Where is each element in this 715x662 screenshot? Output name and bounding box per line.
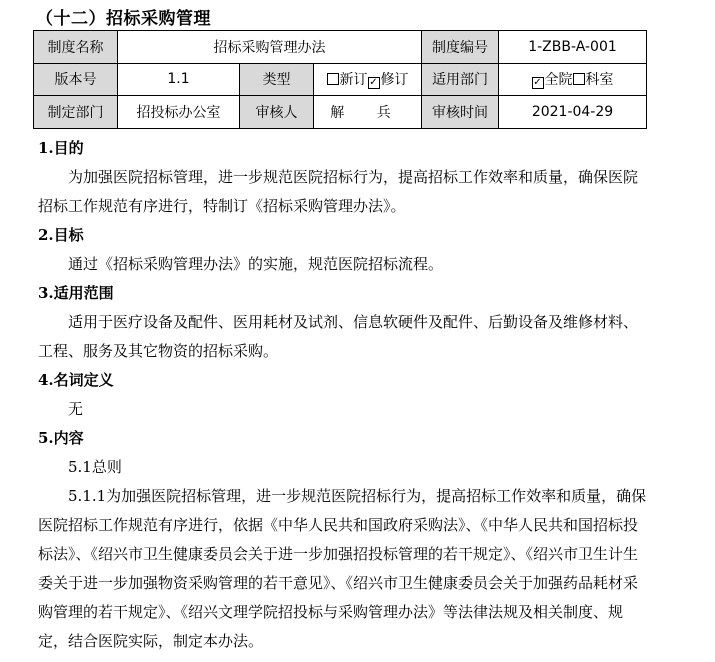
value-policy-name: 招标采购管理办法 <box>118 31 422 64</box>
label-policy-number: 制度编号 <box>422 31 499 64</box>
heading-purpose: 1.目的 <box>38 139 84 157</box>
heading-goal: 2.目标 <box>38 226 84 244</box>
label-department: 适用部门 <box>422 63 499 96</box>
paragraph-goal: 通过《招标采购管理办法》的实施，规范医院招标流程。 <box>68 255 444 273</box>
label-dept-owner: 制定部门 <box>34 96 118 129</box>
value-review-date: 2021-04-29 <box>499 96 647 129</box>
subheading-general: 5.1总则 <box>68 458 122 476</box>
heading-definitions: 4.名词定义 <box>38 371 114 389</box>
checkbox-checked-icon: ✓ <box>533 77 542 89</box>
value-reviewer: 解 兵 <box>314 96 422 129</box>
paragraph-purpose: 为加强医院招标管理，进一步规范医院招标行为，提高招标工作效率和质量，确保医院招标工作规范有序进行，特制订《招标采购管理办法》。 <box>38 168 639 215</box>
value-type <box>314 63 422 96</box>
label-policy-name: 制度名称 <box>34 31 118 64</box>
dept-division: 科室 <box>585 72 614 89</box>
value-dept-owner: 招投标办公室 <box>118 96 240 129</box>
label-reviewer: 审核人 <box>240 96 314 129</box>
value-department <box>499 63 647 96</box>
heading-scope: 3.适用范围 <box>38 284 114 302</box>
label-type: 类型 <box>240 63 314 96</box>
label-review-date: 审核时间 <box>422 96 499 129</box>
value-policy-number: 1-ZBB-A-001 <box>499 31 647 64</box>
checkbox-unchecked-icon <box>327 73 339 85</box>
dept-hospital: 全院 <box>544 72 573 89</box>
table-row <box>34 31 647 64</box>
policy-info-table <box>33 30 647 129</box>
label-version: 版本号 <box>34 63 118 96</box>
type-revised: 修订 <box>380 72 409 89</box>
value-version: 1.1 <box>118 63 240 96</box>
table-row <box>34 63 647 96</box>
table-row <box>34 96 647 129</box>
paragraph-definitions: 无 <box>68 400 84 418</box>
type-new: 新订 <box>339 72 368 89</box>
checkbox-unchecked-icon <box>573 73 585 85</box>
paragraph-general-1: 5.1.1为加强医院招标管理，进一步规范医院招标行为，提高招标工作效率和质量，确保医院招标工作规范有序进行，依据《中华人民共和国政府采购法》、《中华人民共和国招标投标法》、《绍兴市卫生健康委员会关于进一步加强招投标管理的若干规定》、《绍兴市卫生计生委关于进一步加强物资采购管理的若干意见》、《绍兴市卫生健康委员会关于加强药品耗材采购管理的若干规定》、《绍兴文理学院招投标与采购管理办法》等法律法规及相关制度、规定，结合医院实际，制定本办法。 <box>38 487 647 650</box>
section-title: （十二）招标采购管理 <box>36 9 211 29</box>
heading-content: 5.内容 <box>38 429 84 447</box>
checkbox-checked-icon: ✓ <box>369 77 378 89</box>
document-body <box>38 134 650 656</box>
paragraph-scope: 适用于医疗设备及配件、医用耗材及试剂、信息软硬件及配件、后勤设备及维修材料、工程、服务及其它物资的招标采购。 <box>38 313 639 360</box>
